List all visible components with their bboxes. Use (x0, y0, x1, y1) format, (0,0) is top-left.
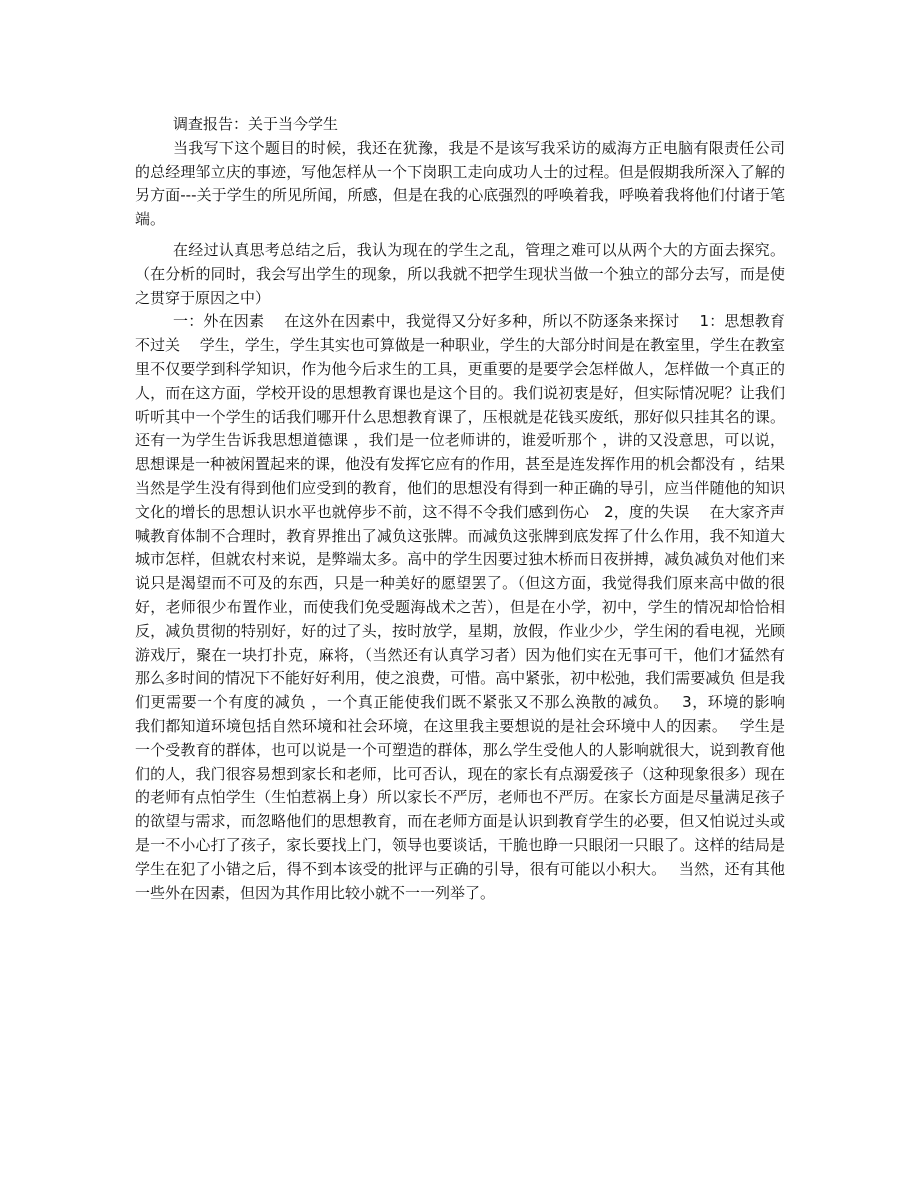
document-body (135, 113, 805, 905)
paragraph-external-factors: 一：外在因素 在这外在因素中，我觉得又分好多种，所以不防逐条来探讨 1：思想教育不过关 学生，学生，学生其实也可算做是一种职业，学生的大部分时间是在教室里，学生在教室里不仅要学到科学知识，作为他今后求生的工具，更重要的是要学会怎样做人，怎样做一个真正的人，而在这方面，学校开设的思想教育课也是这个目的。我们说初衷是好，但实际情况呢？让我们听听其中一个学生的话我们哪开什么思想教育课了，压根就是花钱买废纸，那好似只挂其名的课。还有一为学生告诉我思想道德课 ，我们是一位老师讲的，谁爱听那个 ，讲的又没意思，可以说，思想课是一种被闲置起来的课，他没有发挥它应有的作用，甚至是连发挥作用的机会都没有 ，结果当然是学生没有得到他们应受到的教育，他们的思想没有得到一种正确的导引，应当伴随他的知识文化的增长的思想认识水平也就停步不前，这不得不令我们感到伤心 2，度的失误 在大家齐声喊教育体制不合理时，教育界推出了减负这张牌。而减负这张牌到底发挥了什么作用，我不知道大城市怎样，但就农村来说，是弊端太多。高中的学生因要过独木桥而日夜拼搏，减负减负对他们来说只是渴望而不可及的东西，只是一种美好的愿望罢了。（但这方面，我觉得我们原来高中做的很好，老师很少布置作业，而使我们免受题海战术之苦），但是在小学，初中，学生的情况却恰恰相反，减负贯彻的特别好，好的过了头，按时放学，星期，放假，作业少少，学生闲的看电视，光顾游戏厅，聚在一块打扑克，麻将，（当然还有认真学习者）因为他们实在无事可干，他们才猛然有那么多时间的情况下不能好好利用，使之浪费，可惜。高中紧张，初中松弛，我们需要减负 但是我们更需要一个有度的减负 ，一个真正能使我们既不紧张又不那么涣散的减负。 3，环境的影响 我们都知道环境包括自然环境和社会环境，在这里我主要想说的是社会环境中人的因素。 学生是一个受教育的群体，也可以说是一个可塑造的群体，那么学生受他人的人影响就很大，说到教育他们的人，我门很容易想到家长和老师，比可否认，现在的家长有点溺爱孩子（这种现象很多）现在的老师有点怕学生（生怕惹祸上身）所以家长不严厉，老师也不严厉。在家长方面是尽量满足孩子的欲望与需求，而忽略他们的思想教育，而在老师方面是认识到教育学生的必要，但又怕说过头或是一不小心打了孩子，家长要找上门，领导也要谈话，干脆也睁一只眼闭一只眼了。这样的结局是学生在犯了小错之后，得不到本该受的批评与正确的引导，很有可能以小积大。 当然，还有其他一些外在因素，但因为其作用比较小就不一一列举了。 (135, 312, 805, 902)
paragraph-intro: 当我写下这个题目的时候，我还在犹豫，我是不是该写我采访的威海方正电脑有限责任公司的总经理邹立庆的事迹，写他怎样从一个下岗职工走向成功人士的过程。但是假期我所深入了解的另方面---关于学生的所见所闻，所感，但是在我的心底强烈的呼唤着我，呼唤着我将他们付诸于笔端。 (135, 138, 785, 229)
document-title: 调查报告：关于当今学生 (173, 115, 339, 133)
paragraph-approach: 在经过认真思考总结之后，我认为现在的学生之乱，管理之难可以从两个大的方面去探究。（在分析的同时，我会写出学生的现象，所以我就不把学生现状当做一个独立的部分去写，而是使之贯穿于原因之中） (135, 240, 785, 307)
